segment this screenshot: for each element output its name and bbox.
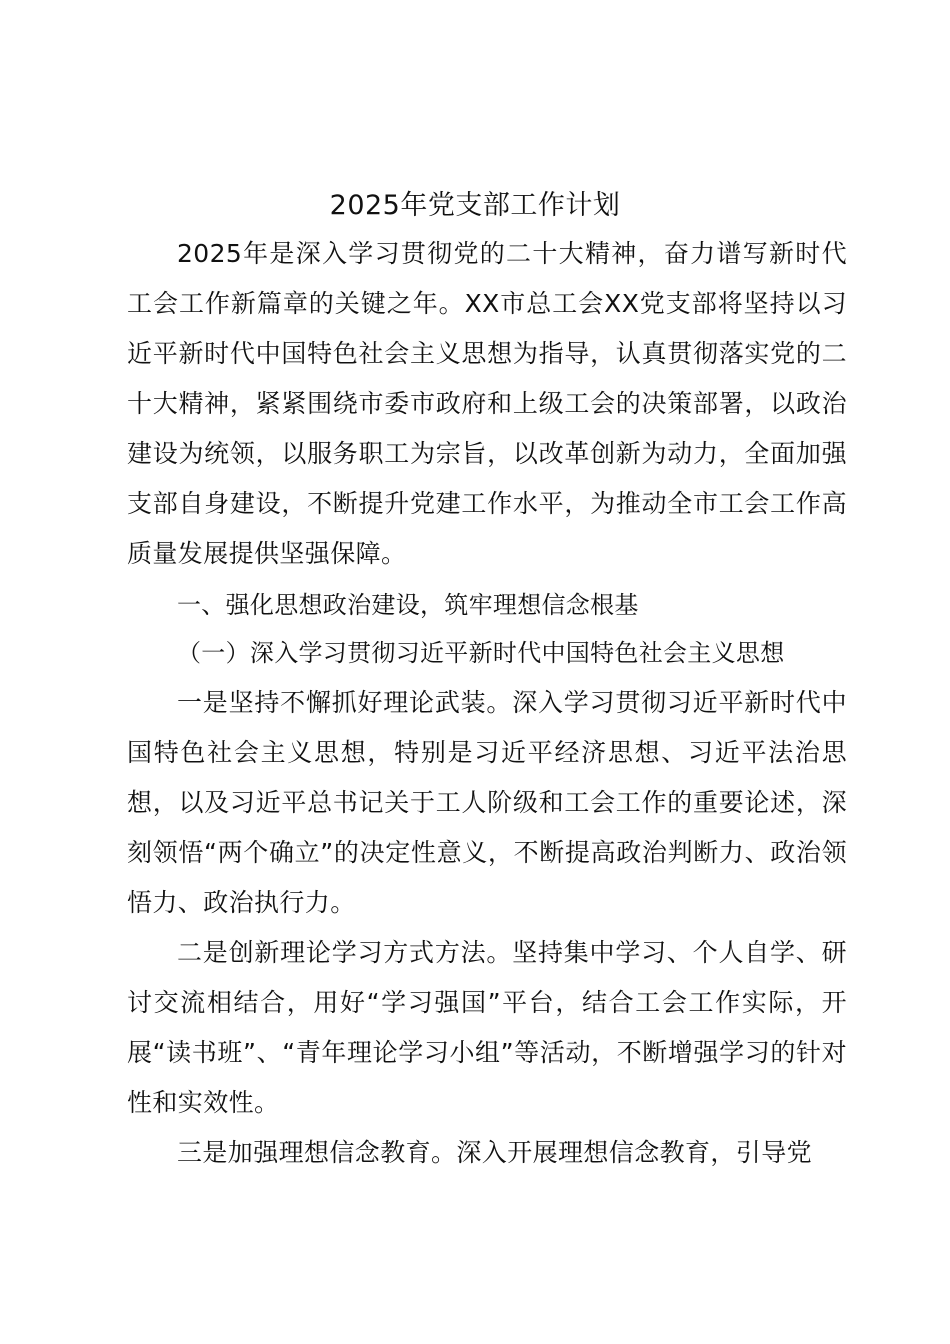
section-1-heading: 一、强化思想政治建设，筑牢理想信念根基 [177, 591, 639, 619]
point-1-paragraph: 一是坚持不懈抓好理论武装。深入学习贯彻习近平新时代中国特色社会主义思想，特别是习近平经济思想、习近平法治思想，以及习近平总书记关于工人阶级和工会工作的重要论述，深刻领悟“两个确立”的决定性意义，不断提高政治判断力、政治领悟力、政治执行力。 [127, 688, 847, 917]
subsection-1-heading: （一）深入学习贯彻习近平新时代中国特色社会主义思想 [177, 639, 785, 667]
intro-paragraph: 2025年是深入学习贯彻党的二十大精神，奋力谱写新时代工会工作新篇章的关键之年。XX市总工会XX党支部将坚持以习近平新时代中国特色社会主义思想为指导，认真贯彻落实党的二十大精神，紧紧围绕市委市政府和上级工会的决策部署，以政治建设为统领，以服务职工为宗旨，以改革创新为动力，全面加强支部自身建设，不断提升党建工作水平，为推动全市工会工作高质量发展提供坚强保障。 [127, 239, 847, 568]
point-3-paragraph: 三是加强理想信念教育。深入开展理想信念教育，引导党 [177, 1138, 813, 1167]
document-title: 2025年党支部工作计划 [329, 190, 621, 221]
point-2-paragraph: 二是创新理论学习方式方法。坚持集中学习、个人自学、研讨交流相结合，用好“学习强国”平台，结合工会工作实际，开展“读书班”、“青年理论学习小组”等活动，不断增强学习的针对性和实效性。 [127, 938, 847, 1117]
